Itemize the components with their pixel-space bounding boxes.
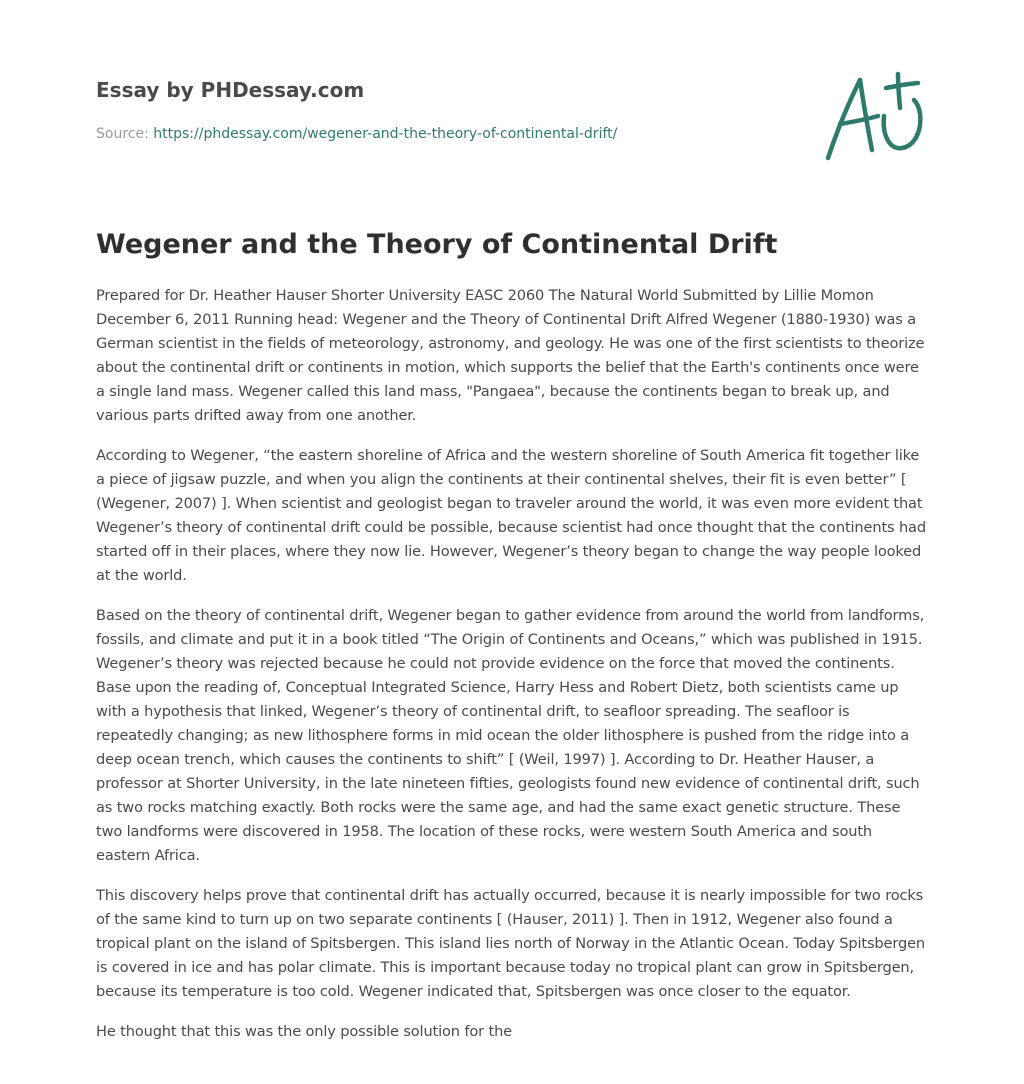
paragraph: Based on the theory of continental drift, Wegener began to gather evidence from around the world from landforms, fossils, and climate and put it in a book titled “The Origin of Continents and Oceans,” which was published in 1915. Wegener’s theory was rejected because he could not provide evidence on the force that moved the continents. Base upon the reading of, Conceptual Integrated Science, Harry Hess and Robert Dietz, both scientists came up with a hypothesis that linked, Wegener’s theory of continental drift, to seafloor spreading. The seafloor is repeatedly changing; as new lithosphere forms in mid ocean the older lithosphere is pushed from the ridge into a deep ocean trench, which causes the continents to shift” [ (Weil, 1997) ]. According to Dr. Heather Hauser, a professor at Shorter University, in the late nineteen fifties, geologists found new evidence of continental drift, such as two rocks matching exactly. Both rocks were the same age, and had the same exact genetic structure. These two landforms were discovered in 1958. The location of these rocks, were western South America and south eastern Africa. bbox=[96, 607, 925, 864]
paragraph: He thought that this was the only possible solution for the bbox=[96, 1023, 513, 1040]
site-header bbox=[96, 76, 736, 104]
source-line bbox=[96, 124, 617, 144]
paragraph: According to Wegener, “the eastern shoreline of Africa and the western shoreline of South America fit together like a piece of jigsaw puzzle, and when you align the continents at their continental shelves, their fit is even better” [ (Wegener, 2007) ]. When scientist and geologist began to traveler around the world, it was even more evident that Wegener’s theory of continental drift could be possible, because scientist had once thought that the continents had started off in their places, where they now lie. However, Wegener’s theory began to change the way people looked at the world. bbox=[96, 447, 926, 584]
paragraph: Prepared for Dr. Heather Hauser Shorter University EASC 2060 The Natural World Submitted by Lillie Momon December 6, 2011 Running head: Wegener and the Theory of Continental Drift Alfred Wegener (1880-1930) was a German scientist in the fields of meteorology, astronomy, and geology. He was one of the first scientists to theorize about the continental drift or continents in motion, which supports the belief that the Earth's continents once were a single land mass. Wegener called this land mass, "Pangaea", because the continents began to break up, and various parts drifted away from one another. bbox=[96, 287, 925, 424]
source-label: Source: bbox=[96, 126, 149, 142]
article-body bbox=[96, 284, 930, 1060]
paragraph: This discovery helps prove that continental drift has actually occurred, because it is nearly impossible for two rocks of the same kind to turn up on two separate continents [ (Hauser, 2011) ]. Then in 1912, Wegener also found a tropical plant on the island of Spitsbergen. This island lies north of Norway in the Atlantic Ocean. Today Spitsbergen is covered in ice and has polar climate. This is important because today no tropical plant can grow in Spitsbergen, because its temperature is too cold. Wegener indicated that, Spitsbergen was once closer to the equator. bbox=[96, 887, 926, 1000]
brand-name: Essay by PHDessay.com bbox=[96, 78, 365, 102]
source-link[interactable]: https://phdessay.com/wegener-and-the-theory-of-continental-drift/ bbox=[153, 126, 618, 142]
article-title: Wegener and the Theory of Continental Drift bbox=[96, 229, 778, 260]
a-plus-grade-icon bbox=[820, 66, 930, 166]
